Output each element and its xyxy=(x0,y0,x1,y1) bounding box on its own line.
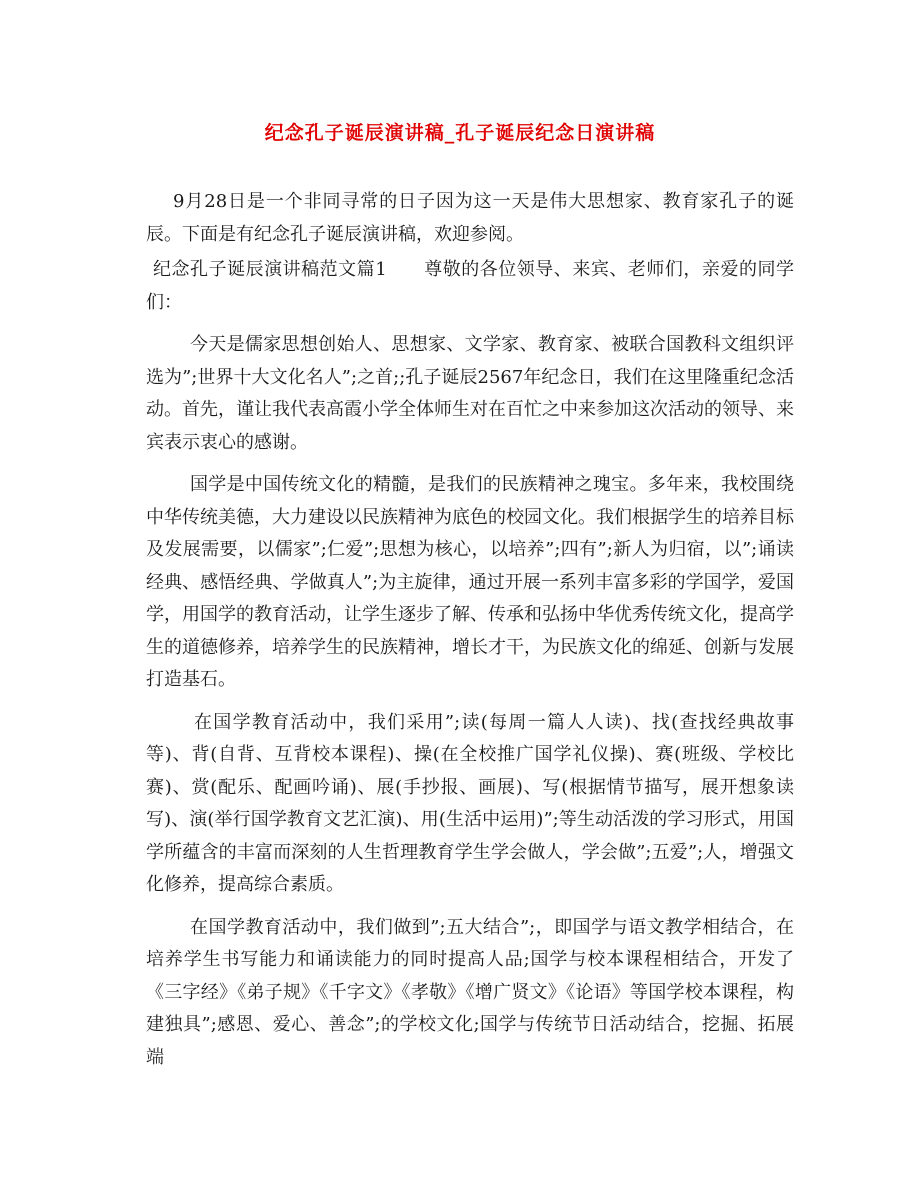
document-body xyxy=(146,186,794,1077)
document-title: 纪念孔子诞辰演讲稿_孔子诞辰纪念日演讲稿 xyxy=(264,122,656,144)
paragraph-greeting: 纪念孔子诞辰演讲稿范文篇1 尊敬的各位领导、来宾、老师们，亲爱的同学们： xyxy=(146,259,794,313)
paragraph-intro: 9月28日是一个非同寻常的日子因为这一天是伟大思想家、教育家孔子的诞辰。下面是有纪念孔子诞辰演讲稿，欢迎参阅。 xyxy=(146,191,794,245)
paragraph-combinations: 在国学教育活动中，我们做到”;五大结合”;，即国学与语文教学相结合，在培养学生书写能力和诵读能力的同时提高人品;国学与校本课程相结合，开发了《三字经》《弟子规》《千字文》《孝敬》《增广贤文》《论语》等国学校本课程，构建独具”;感恩、爱心、善念”;的学校文化;国学与传统节日活动结合，挖掘、拓展端 xyxy=(146,916,794,1068)
paragraph-opening: 今天是儒家思想创始人、思想家、文学家、教育家、被联合国教科文组织评选为”;世界十大文化名人”;之首;;孔子诞辰2567年纪念日，我们在这里隆重纪念活动。首先，谨让我代表高霞小学全体师生对在百忙之中来参加这次活动的领导、来宾表示衷心的感谢。 xyxy=(146,334,794,453)
paragraph-methods: 在国学教育活动中，我们采用”;读(每周一篇人人读)、找(查找经典故事等)、背(自背、互背校本课程)、操(在全校推广国学礼仪操)、赛(班级、学校比赛)、赏(配乐、配画吟诵)、展(手抄报、画展)、写(根据情节描写，展开想象读写)、演(举行国学教育文艺汇演)、用(生活中运用)”;等生动活泼的学习形式，用国学所蕴含的丰富而深刻的人生哲理教育学生学会做人，学会做”;五爱”;人，增强文化修养，提高综合素质。 xyxy=(146,711,794,895)
paragraph-guoxue: 国学是中国传统文化的精髓，是我们的民族精神之瑰宝。多年来，我校围绕中华传统美德，大力建设以民族精神为底色的校园文化。我们根据学生的培养目标及发展需要，以儒家”;仁爱”;思想为核心，以培养”;四有”;新人为归宿，以”;诵读经典、感悟经典、学做真人”;为主旋律，通过开展一系列丰富多彩的学国学，爱国学，用国学的教育活动，让学生逐步了解、传承和弘扬中华优秀传统文化，提高学生的道德修养，培养学生的民族精神，增长才干，为民族文化的绵延、创新与发展打造基石。 xyxy=(146,474,794,690)
